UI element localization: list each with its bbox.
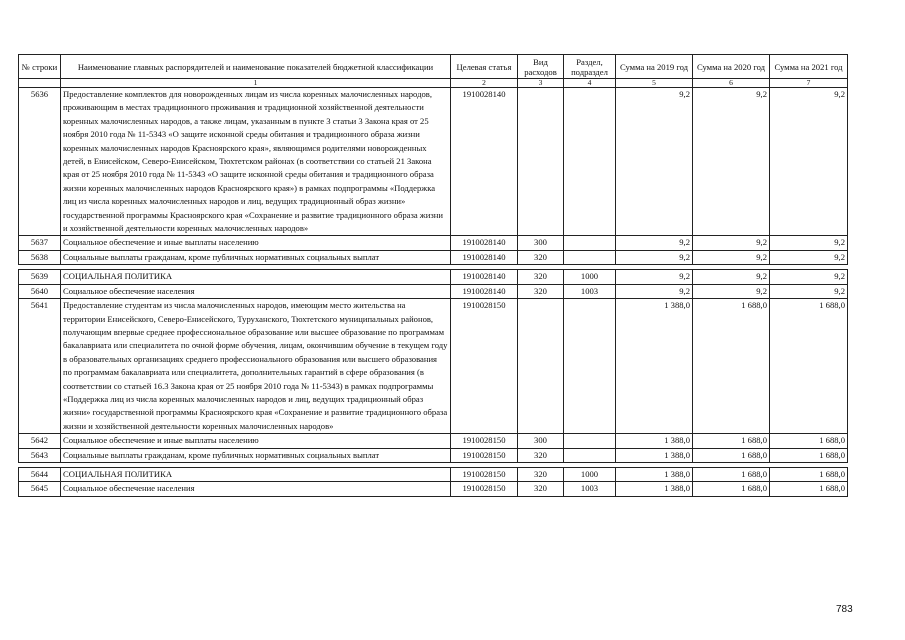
column-number: 6: [693, 79, 770, 88]
row-expense-type: 320: [518, 482, 564, 496]
row-number: 5642: [19, 434, 61, 448]
header-expense-type: Вид расходов: [518, 55, 564, 79]
table-row: [19, 434, 848, 448]
row-target-article: 1910028140: [451, 236, 518, 250]
row-sum-2021: 9,2: [770, 250, 848, 264]
row-sum-2020: 9,2: [693, 236, 770, 250]
column-number: 5: [616, 79, 693, 88]
row-name: Социальное обеспечение и иные выплаты населению: [61, 236, 451, 250]
row-sum-2020: 1 688,0: [693, 299, 770, 434]
row-number: 5640: [19, 284, 61, 298]
row-sum-2019: 9,2: [616, 250, 693, 264]
row-section: [564, 434, 616, 448]
table-row: [19, 250, 848, 264]
row-sum-2019: 1 388,0: [616, 434, 693, 448]
column-number: 1: [61, 79, 451, 88]
row-sum-2020: 9,2: [693, 250, 770, 264]
row-sum-2020: 9,2: [693, 284, 770, 298]
row-sum-2021: 1 688,0: [770, 467, 848, 481]
row-section: [564, 88, 616, 236]
row-name: Социальное обеспечение населения: [61, 482, 451, 496]
header-sum-2020: Сумма на 2020 год: [693, 55, 770, 79]
row-section: 1003: [564, 284, 616, 298]
row-sum-2019: 1 388,0: [616, 482, 693, 496]
row-target-article: 1910028150: [451, 448, 518, 462]
row-number: 5638: [19, 250, 61, 264]
row-target-article: 1910028140: [451, 270, 518, 284]
row-number: 5645: [19, 482, 61, 496]
header-target-article: Целевая статья: [451, 55, 518, 79]
row-expense-type: 320: [518, 448, 564, 462]
table-row: [19, 299, 848, 434]
row-sum-2020: 9,2: [693, 88, 770, 236]
column-number: 7: [770, 79, 848, 88]
row-number: 5644: [19, 467, 61, 481]
row-target-article: 1910028150: [451, 467, 518, 481]
row-sum-2021: 9,2: [770, 284, 848, 298]
column-number: [19, 79, 61, 88]
row-sum-2019: 9,2: [616, 88, 693, 236]
row-expense-type: 320: [518, 467, 564, 481]
row-number: 5643: [19, 448, 61, 462]
row-name: Предоставление студентам из числа малочисленных народов, имеющим место жительства на территории Енисейского, Северо-Енисейского, Туруханского, Тюхтетского муниципальных районов, получающим впервые среднее профессиональное образование или высшее образование по программам бакалавриата или специалитета по очной форме обучения, лицам, окончившим обучение в текущем году в образовательных организациях среднего профессионального образования или высшего образования по программам бакалавриата или специалитета, дополнительных гарантий в сфере образования (в соответствии со статьей 16.3 Закона края от 25 ноября 2010 года № 11-5343) в рамках подпрограммы «Поддержка лиц из числа коренных малочисленных народов и лиц, ведущих традиционный образ жизни» государственной программы Красноярского края «Сохранение и развитие традиционного образа жизни и хозяйственной деятельности коренных малочисленных народов»: [61, 299, 451, 434]
row-number: 5641: [19, 299, 61, 434]
row-target-article: 1910028150: [451, 434, 518, 448]
table-row: [19, 284, 848, 298]
row-expense-type: 300: [518, 236, 564, 250]
row-section: [564, 236, 616, 250]
row-section: 1000: [564, 467, 616, 481]
row-sum-2021: 9,2: [770, 236, 848, 250]
column-number-row: [19, 79, 848, 88]
row-name: Социальное обеспечение и иные выплаты населению: [61, 434, 451, 448]
header-sum-2021: Сумма на 2021 год: [770, 55, 848, 79]
row-sum-2021: 1 688,0: [770, 482, 848, 496]
table-row: [19, 448, 848, 462]
row-name: Социальные выплаты гражданам, кроме публичных нормативных социальных выплат: [61, 250, 451, 264]
column-number: 3: [518, 79, 564, 88]
header-section: Раздел, подраздел: [564, 55, 616, 79]
row-expense-type: 320: [518, 284, 564, 298]
budget-table: [18, 54, 848, 497]
row-target-article: 1910028140: [451, 284, 518, 298]
header-row: [19, 55, 848, 79]
row-sum-2019: 9,2: [616, 236, 693, 250]
row-expense-type: 320: [518, 270, 564, 284]
row-number: 5637: [19, 236, 61, 250]
row-section: [564, 250, 616, 264]
row-expense-type: [518, 88, 564, 236]
row-section: [564, 448, 616, 462]
row-number: 5639: [19, 270, 61, 284]
row-name: СОЦИАЛЬНАЯ ПОЛИТИКА: [61, 467, 451, 481]
row-target-article: 1910028150: [451, 299, 518, 434]
row-name: Социальное обеспечение населения: [61, 284, 451, 298]
row-sum-2019: 9,2: [616, 284, 693, 298]
column-number: 2: [451, 79, 518, 88]
row-section: 1000: [564, 270, 616, 284]
header-row-number: № строки: [19, 55, 61, 79]
row-sum-2021: 9,2: [770, 88, 848, 236]
table-row: [19, 236, 848, 250]
row-expense-type: 320: [518, 250, 564, 264]
row-sum-2020: 1 688,0: [693, 482, 770, 496]
row-target-article: 1910028150: [451, 482, 518, 496]
row-sum-2019: 9,2: [616, 270, 693, 284]
table-row: [19, 482, 848, 496]
row-sum-2021: 1 688,0: [770, 434, 848, 448]
header-sum-2019: Сумма на 2019 год: [616, 55, 693, 79]
row-name: Социальные выплаты гражданам, кроме публичных нормативных социальных выплат: [61, 448, 451, 462]
row-sum-2021: 1 688,0: [770, 448, 848, 462]
page-number: 783: [836, 604, 853, 615]
row-target-article: 1910028140: [451, 88, 518, 236]
row-sum-2020: 1 688,0: [693, 434, 770, 448]
table-row: [19, 270, 848, 284]
row-section: [564, 299, 616, 434]
row-expense-type: 300: [518, 434, 564, 448]
row-target-article: 1910028140: [451, 250, 518, 264]
row-expense-type: [518, 299, 564, 434]
row-name: Предоставление комплектов для новорожденных лицам из числа коренных малочисленных народов, проживающим в местах традиционного проживания и традиционной хозяйственной деятельности коренных малочисленных народов, а также лицам, указанным в пункте 3 статьи 3 Закона края от 25 ноября 2010 года № 11-5343 «О защите исконной среды обитания и традиционного образа жизни коренных малочисленных народов Красноярского края», являющимся родителями новорожденных детей, в Енисейском, Северо-Енисейском, Тюхтетском районах (в соответствии со статьей 21 Закона края от 25 ноября 2010 года № 11-5343 «О защите исконной среды обитания и традиционного образа жизни коренных малочисленных народов Красноярского края») в рамках подпрограммы «Поддержка лиц из числа коренных малочисленных народов и лиц, ведущих традиционный образ жизни» государственной программы Красноярского края «Сохранение и развитие традиционного образа жизни и хозяйственной деятельности коренных малочисленных народов»: [61, 88, 451, 236]
row-sum-2019: 1 388,0: [616, 448, 693, 462]
column-number: 4: [564, 79, 616, 88]
row-sum-2020: 1 688,0: [693, 467, 770, 481]
row-number: 5636: [19, 88, 61, 236]
header-name: Наименование главных распорядителей и наименование показателей бюджетной классификации: [61, 55, 451, 79]
row-name: СОЦИАЛЬНАЯ ПОЛИТИКА: [61, 270, 451, 284]
row-sum-2019: 1 388,0: [616, 467, 693, 481]
table-row: [19, 467, 848, 481]
row-section: 1003: [564, 482, 616, 496]
row-sum-2020: 9,2: [693, 270, 770, 284]
table-row: [19, 88, 848, 236]
row-sum-2019: 1 388,0: [616, 299, 693, 434]
row-sum-2021: 9,2: [770, 270, 848, 284]
row-sum-2021: 1 688,0: [770, 299, 848, 434]
row-sum-2020: 1 688,0: [693, 448, 770, 462]
